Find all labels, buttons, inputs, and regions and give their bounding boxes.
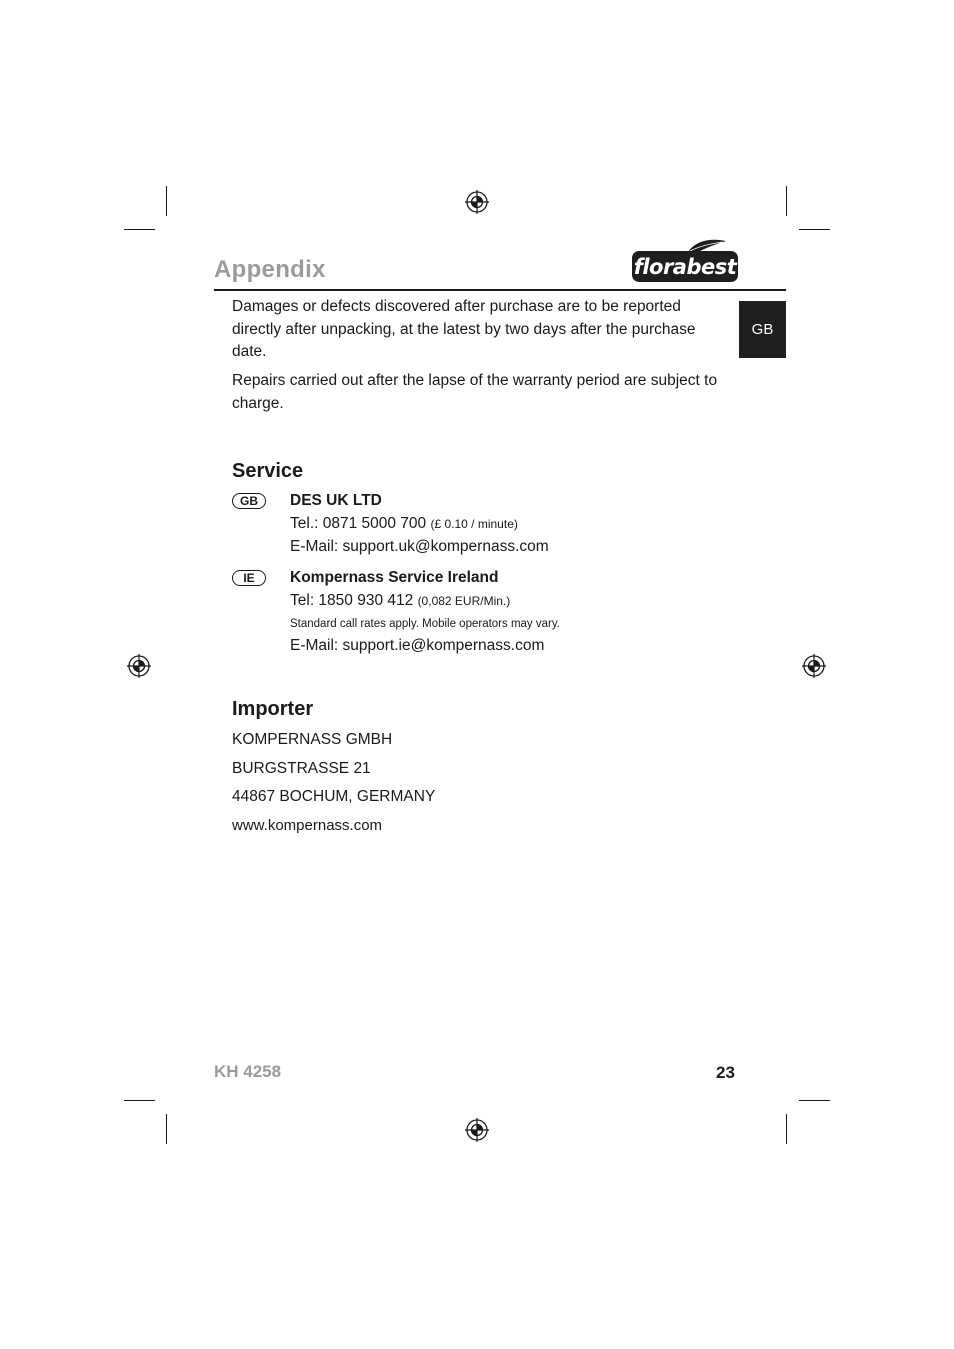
importer-website: www.kompernass.com	[232, 817, 383, 834]
importer-heading: Importer	[232, 698, 314, 720]
crop-mark-top-left-v	[166, 186, 167, 216]
florabest-logo	[630, 238, 740, 284]
crop-mark-bottom-left-v	[166, 1114, 167, 1144]
registration-mark-left-icon	[127, 654, 151, 678]
service-ie-email: E-Mail: support.ie@kompernass.com	[290, 637, 545, 654]
service-gb-rate: (£ 0.10 / minute)	[430, 517, 518, 531]
service-gb-name: DES UK LTD	[290, 492, 382, 509]
service-ie-tel-line	[290, 590, 510, 613]
svg-text:florabest: florabest	[633, 255, 737, 279]
crop-mark-bottom-right-h	[799, 1100, 830, 1101]
warranty-paragraph-1: Damages or defects discovered after purchase are to be reported directly after unpacking, at the latest by two days after the purchase date.	[232, 298, 696, 360]
service-ie-name: Kompernass Service Ireland	[290, 569, 499, 586]
crop-mark-top-right-v	[786, 186, 787, 216]
importer-street: BURGSTRASSE 21	[232, 760, 371, 777]
title-divider	[214, 289, 786, 291]
service-ie-note: Standard call rates apply. Mobile operators may vary.	[290, 618, 560, 630]
crop-mark-bottom-left-h	[124, 1100, 155, 1101]
page-number: 23	[716, 1063, 735, 1082]
country-badge-gb: GB	[232, 493, 266, 509]
registration-mark-right-icon	[802, 654, 826, 678]
service-gb-email: E-Mail: support.uk@kompernass.com	[290, 538, 549, 555]
language-tab: GB	[739, 301, 786, 358]
importer-company: KOMPERNASS GMBH	[232, 731, 393, 748]
service-gb-tel: Tel.: 0871 5000 700	[290, 515, 427, 532]
service-heading: Service	[232, 460, 304, 482]
service-ie-rate: (0,082 EUR/Min.)	[417, 594, 511, 608]
crop-mark-top-right-h	[799, 229, 830, 230]
crop-mark-bottom-right-v	[786, 1114, 787, 1144]
page-title: Appendix	[214, 256, 326, 283]
warranty-paragraph-2: Repairs carried out after the lapse of the warranty period are subject to charge.	[232, 372, 718, 412]
model-number: KH 4258	[214, 1062, 282, 1081]
service-ie-tel: Tel: 1850 930 412	[290, 592, 414, 609]
country-badge-ie: IE	[232, 570, 266, 586]
registration-mark-top-icon	[465, 190, 489, 214]
importer-city: 44867 BOCHUM, GERMANY	[232, 788, 436, 805]
registration-mark-bottom-icon	[465, 1118, 489, 1142]
service-gb-tel-line	[290, 513, 518, 536]
crop-mark-top-left-h	[124, 229, 155, 230]
